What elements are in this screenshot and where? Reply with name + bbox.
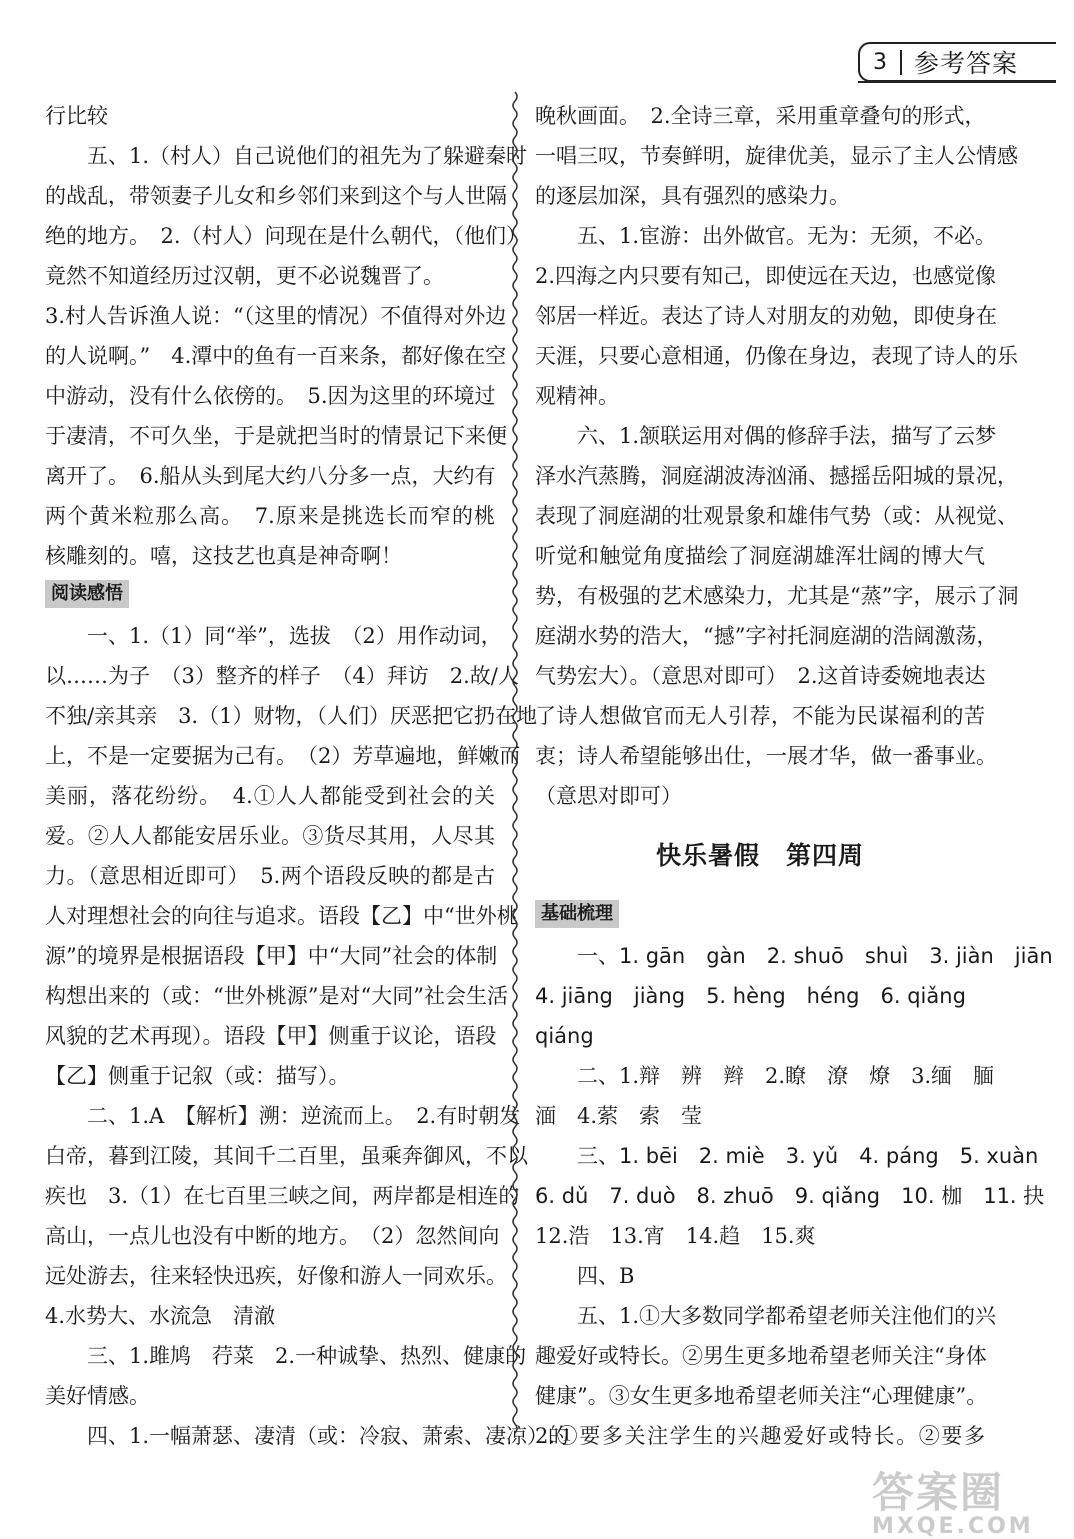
answer-line: 三、1. bēi 2. miè 3. yǔ 4. páng 5. xuàn bbox=[577, 1144, 1039, 1168]
answer-line: 美丽，落花纷纷。 4.①人人都能受到社会的关 bbox=[45, 784, 495, 808]
answer-line: 四、1.一幅萧瑟、凄清（或：冷寂、萧索、凄凉）的 bbox=[87, 1424, 570, 1448]
answer-line: 邻居一样近。表达了诗人对朋友的劝勉，即使身在 bbox=[535, 304, 997, 328]
answer-line: 泽水汽蒸腾，洞庭湖波涛汹涌、撼摇岳阳城的景况， bbox=[535, 464, 1018, 488]
answer-line: 核雕刻的。嘻，这技艺也真是神奇啊！ bbox=[45, 544, 402, 568]
answer-line: 的人说啊。” 4.潭中的鱼有一百来条，都好像在空 bbox=[45, 344, 507, 368]
answer-line: 人对理想社会的向往与追求。语段【乙】中“世外桃 bbox=[45, 904, 518, 928]
answer-line: 庭湖水势的浩大，“撼”字衬托洞庭湖的浩阔激荡， bbox=[535, 624, 998, 648]
answer-line: 远处游去，往来轻快迅疾，好像和游人一同欢乐。 bbox=[45, 1264, 507, 1288]
section-tag-label: 基础梳理 bbox=[535, 900, 619, 928]
answer-line: 天涯，只要心意相通，仍像在身边，表现了诗人的乐 bbox=[535, 344, 1018, 368]
answer-line: 五、1.宦游：出外做官。无为：无须，不必。 bbox=[577, 224, 997, 248]
right-column bbox=[535, 96, 1053, 1456]
answer-line: 竟然不知道经历过汉朝，更不必说魏晋了。 bbox=[45, 264, 444, 288]
answer-line: 势，有极强的艺术感染力，尤其是“蒸”字，展示了洞 bbox=[535, 584, 1019, 608]
answer-line: 三、1.雎鸠 荇菜 2.一种诚挚、热烈、健康的 bbox=[87, 1344, 527, 1368]
answer-line: 表现了洞庭湖的壮观景象和雄伟气势（或：从视觉、 bbox=[535, 504, 1018, 528]
answer-line: 湎 4.萦 索 莹 bbox=[535, 1104, 703, 1128]
answer-line: 五、1.①大多数同学都希望老师关注他们的兴 bbox=[577, 1304, 997, 1328]
answer-line: 12.浩 13.宵 14.趋 15.爽 bbox=[535, 1224, 816, 1248]
answer-line: 以……为子 （3）整齐的样子 （4）拜访 2.故/人 bbox=[45, 664, 519, 688]
answer-line: 衷；诗人希望能够出仕，一展才华，做一番事业。 bbox=[535, 744, 997, 768]
answer-line: 不独/亲其亲 3.（1）财物，（人们）厌恶把它扔在地 bbox=[45, 704, 537, 728]
answer-line: 源”的境界是根据语段【甲】中“大同”社会的体制 bbox=[45, 944, 498, 968]
answer-line: 中游动，没有什么依傍的。 5.因为这里的环境过 bbox=[45, 384, 496, 408]
answer-line: 绝的地方。 2.（村人）问现在是什么朝代，（他们） bbox=[45, 224, 528, 248]
answer-line: 一、1.（1）同“举”，选拔 （2）用作动词， bbox=[87, 624, 502, 648]
answer-line: 二、1.A 【解析】溯：逆流而上。 2.有时朝发 bbox=[87, 1104, 521, 1128]
answer-line: 上，不是一定要据为己有。 （2）芳草遍地，鲜嫩而 bbox=[45, 744, 521, 768]
answer-line: 一、1. gān gàn 2. shuō shuì 3. jiàn jiān bbox=[577, 944, 1053, 968]
answer-line: 白帝，暮到江陵，其间千二百里，虽乘奔御风，不以 bbox=[45, 1144, 528, 1168]
column-divider bbox=[503, 92, 527, 1432]
section-tag bbox=[535, 896, 985, 936]
answer-line: 4. jiāng jiàng 5. hèng héng 6. qiǎng bbox=[535, 984, 966, 1008]
answer-line: 4.水势大、水流急 清澈 bbox=[45, 1304, 276, 1328]
answer-line: 6. dǔ 7. duò 8. zhuō 9. qiǎng 10. 枷 11. 抉 bbox=[535, 1184, 1045, 1208]
answer-line: 了诗人想做官而无人引荐，不能为民谋福利的苦 bbox=[535, 704, 985, 728]
answer-line: 构想出来的（或：“世外桃源”是对“大同”社会生活 bbox=[45, 984, 508, 1008]
section-title: 快乐暑假 第四周 bbox=[655, 841, 864, 870]
answer-line: 一唱三叹，节奏鲜明，旋律优美，显示了主人公情感 bbox=[535, 144, 1018, 168]
answer-line: 六、1.颔联运用对偶的修辞手法，描写了云梦 bbox=[577, 424, 997, 448]
answer-line: 晚秋画面。 2.全诗三章，采用重章叠句的形式， bbox=[535, 104, 986, 128]
answer-line: 观精神。 bbox=[535, 384, 619, 408]
answer-line: 听觉和触觉角度描绘了洞庭湖雄浑壮阔的博大气 bbox=[535, 544, 985, 568]
answer-line: 的战乱，带领妻子儿女和乡邻们来到这个与人世隔 bbox=[45, 184, 507, 208]
watermark-text: 答案圈 bbox=[872, 1468, 1005, 1517]
answer-line: 力。（意思相近即可） 5.两个语段反映的都是古 bbox=[45, 864, 495, 888]
answer-line: 美好情感。 bbox=[45, 1384, 150, 1408]
answer-line: 的逐层加深，具有强烈的感染力。 bbox=[535, 184, 850, 208]
answer-line: 两个黄米粒那么高。 7.原来是挑选长而窄的桃 bbox=[45, 504, 495, 528]
section-tag-label: 阅读感悟 bbox=[45, 580, 129, 608]
answer-line: 于凄清，不可久坐，于是就把当时的情景记下来便 bbox=[45, 424, 507, 448]
answer-line: 风貌的艺术再现）。语段【甲】侧重于议论，语段 bbox=[45, 1024, 497, 1048]
answer-line: 爱。②人人都能安居乐业。③货尽其用，人尽其 bbox=[45, 824, 495, 848]
answer-line: 2.四海之内只要有知己，即使远在天边，也感觉像 bbox=[535, 264, 997, 288]
answer-line: 行比较 bbox=[45, 104, 108, 128]
answer-line: 3.村人告诉渔人说：“（这里的情况）不值得对外边 bbox=[45, 304, 507, 328]
answer-line: 2.①要多关注学生的兴趣爱好或特长。②要多 bbox=[535, 1424, 985, 1448]
watermark-url: MXQE.COM bbox=[872, 1514, 1034, 1539]
answer-line: 五、1.（村人）自己说他们的祖先为了躲避秦时 bbox=[87, 144, 528, 168]
header-underline bbox=[858, 81, 1056, 83]
section-tag bbox=[45, 576, 495, 616]
header-title: 参考答案 bbox=[914, 49, 1019, 78]
page-number: 3 bbox=[860, 50, 902, 75]
page-header-tab bbox=[858, 42, 1056, 82]
answer-line: 高山，一点儿也没有中断的地方。 （2）忽然间向 bbox=[45, 1224, 500, 1248]
answer-line: （意思对即可） bbox=[535, 784, 682, 808]
answer-line: 四、B bbox=[577, 1264, 635, 1288]
answer-line: qiáng bbox=[535, 1024, 594, 1048]
answer-line: 健康”。③女生更多地希望老师关注“心理健康”。 bbox=[535, 1384, 988, 1408]
watermark-logo bbox=[872, 1460, 1062, 1539]
answer-line: 气势宏大）。（意思对即可） 2.这首诗委婉地表达 bbox=[535, 664, 986, 688]
answer-line: 离开了。 6.船从头到尾大约八分多一点，大约有 bbox=[45, 464, 496, 488]
answer-line: 二、1.辩 辨 辫 2.瞭 潦 燎 3.缅 腼 bbox=[577, 1064, 995, 1088]
answer-line: 【乙】侧重于记叙（或：描写）。 bbox=[45, 1064, 350, 1088]
answer-line: 趣爱好或特长。②男生更多地希望老师关注“身体 bbox=[535, 1344, 987, 1368]
answer-line: 疾也 3.（1）在七百里三峡之间，两岸都是相连的 bbox=[45, 1184, 520, 1208]
